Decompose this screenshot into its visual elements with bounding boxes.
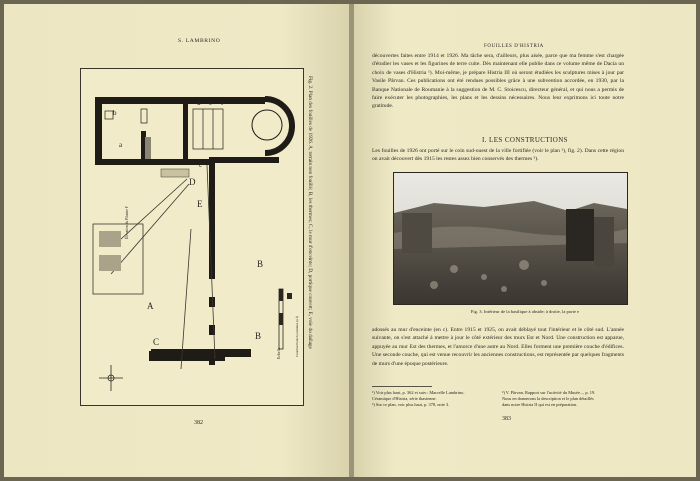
basilica-photo-drawing (394, 173, 627, 304)
plan-label-B: B (257, 259, 264, 269)
footnote-2: ²) Sur ce plan, voir plus haut, p. 378, note 3. (372, 402, 450, 408)
running-head-left: S. LAMBRINO (178, 38, 221, 44)
footnote-1a: ¹) Voir plus haut, p. 362 et suiv.: Marcelle Lambrino, (372, 390, 465, 395)
plan-drawing (81, 69, 303, 405)
section-title: I. LES CONSTRUCTIONS (482, 136, 568, 144)
paragraph-2: Les fouilles de 1926 ont porté sur le coin sud-ouest de la ville fortifiée (voir le plan ²), fig. 2). Dans cette région on avait découvert dès 1915 les restes assez bien conservés des thermes ³). (372, 148, 624, 163)
paragraph-3: adossés au mur d'enceinte (en c). Entre 1915 et 1925, on avait déblayé tout l'intérieur et le côté sud. L'année suivante, on s'est attaché à mettre à jour le côté extérieur des murs Est et Nord. Une construction est apparue, appuyée au mur Est des thermes, et l'amorce d'une autre au Nord. Elles forment une première couche d'édifices. Une seconde couche, qui est venue recouvrir les anciennes constructions, est représentée par quelques fragments de murs d'une époque postérieure. (372, 327, 624, 367)
footnotes-left (372, 390, 496, 409)
running-head-right: FOUILLES D'HISTRIA (484, 44, 544, 49)
footnotes-right (502, 390, 632, 409)
excavation-plan (80, 68, 304, 406)
footnote-3a: ³) V. Pârvan, Rapport sur l'activité du Musée..., p. 19. (502, 390, 596, 395)
plan-label-e: e (209, 99, 213, 107)
footnote-3c: dans notre Histria II qui est en préparation. (502, 402, 578, 408)
page-number-left: 382 (194, 420, 203, 426)
plan-label-B2: B (255, 331, 262, 341)
plan-label-b: b (113, 109, 117, 117)
footnote-3b: Nous en donnerons la description et le plan détaillés (502, 396, 594, 402)
plan-label-c: c (199, 161, 203, 169)
plan-caption-text: Fig. 2. Plan des fouilles de 1926. A, terrain non fouillé; B, les thermes; C, le mur d'enceinte; D, portique couvert; E, voie du dallage (307, 76, 313, 349)
plan-caption (305, 76, 315, 396)
plan-label-f: f (221, 99, 224, 107)
plan-scale-title: Echelle (277, 347, 281, 359)
basilica-photo (393, 172, 628, 305)
plan-label-d: d (197, 99, 201, 107)
plan-label-a: a (119, 141, 123, 149)
plan-label-D: D (189, 177, 196, 187)
page-number-right: 383 (502, 416, 511, 422)
plan-legend: Constructions byzantines (a-f) (295, 315, 299, 357)
footnote-1b: Céramique d'Histria, série thasienne. (372, 396, 437, 402)
plan-label-C: C (153, 337, 160, 347)
plan-label-E: E (197, 199, 203, 209)
paragraph-1: découvertes faites entre 1914 et 1926. Ma tâche sera, d'ailleurs, plus aisée, parce que ma femme s'est chargée d'étudier les vases et les figurines de terre cuite. Dès maintenant elle publie dans ce volume même de Dacia un choix de vases d'Histria ¹). Moi-même, je prépare Histria III où seront étudiées les sculptures mises à jour par Vasile Pârvan. Ces publications ont été rendues possibles grâce à une subvention accordée, en 1930, par la Banque Nationale de Roumanie à la suggestion de M. C. Stoicescu, directeur général, et qui nous a permis de faire exécuter les photographies, les plans et les dessins nécessaires. Nous leur exprimons ici toute notre gratitude. (372, 53, 624, 110)
figure-caption: Fig. 3. Intérieur de la basilique à abside; à droite, la porte e (470, 309, 580, 314)
footnote-rule (372, 386, 432, 387)
plan-label-A: A (147, 301, 154, 311)
plan-elevation-label: Élévation du Pilastre F (125, 206, 129, 239)
